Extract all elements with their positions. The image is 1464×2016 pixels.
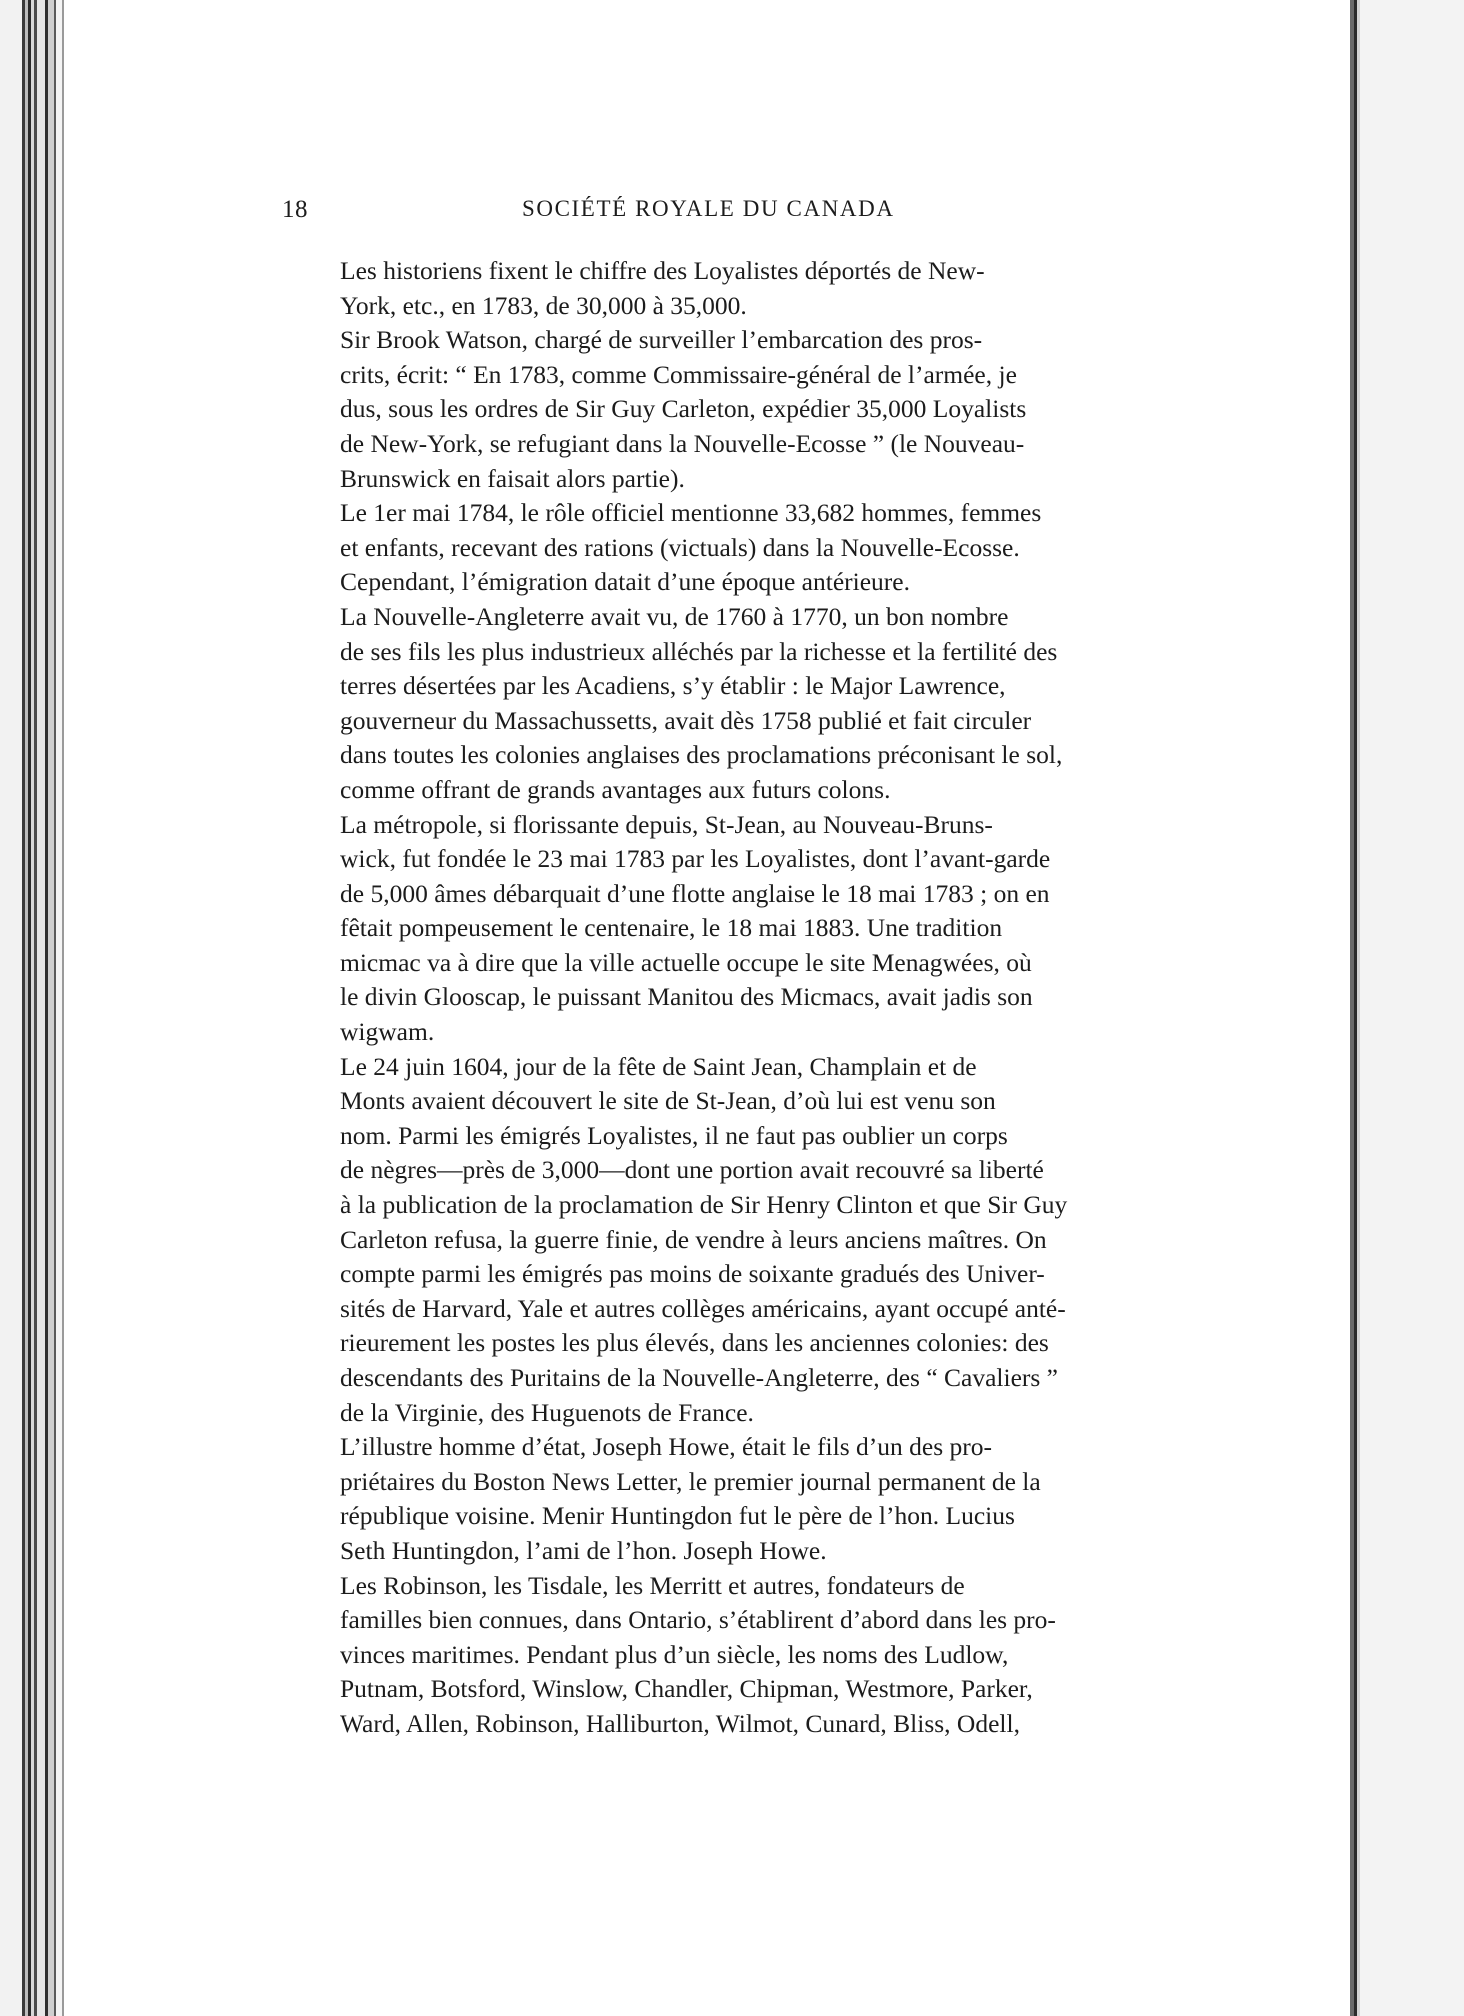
facing-page-edge xyxy=(1348,0,1464,2016)
text-line: dans toutes les colonies anglaises des proclamations préconisant le sol, xyxy=(340,740,1063,770)
text-line: comme offrant de grands avantages aux futurs colons. xyxy=(340,774,891,804)
paragraph xyxy=(282,323,1200,496)
text-line: Ward, Allen, Robinson, Halliburton, Wilmot, Cunard, Bliss, Odell, xyxy=(340,1708,1020,1738)
text-line: fêtait pompeusement le centenaire, le 18 mai 1883. Une tradition xyxy=(340,913,1003,943)
text-line: Les Robinson, les Tisdale, les Merritt et autres, fondateurs de xyxy=(340,1570,965,1600)
text-line: Brunswick en faisait alors partie). xyxy=(340,463,685,493)
text-line: familles bien connues, dans Ontario, s’établirent d’abord dans les pro- xyxy=(340,1605,1056,1635)
text-line: La Nouvelle-Angleterre avait vu, de 1760 à 1770, un bon nombre xyxy=(340,601,1009,631)
text-line: Monts avaient découvert le site de St-Jean, d’où lui est venu son xyxy=(340,1086,996,1116)
text-line: de New-York, se refugiant dans la Nouvelle-Ecosse ” (le Nouveau- xyxy=(340,428,1025,458)
text-line: de 5,000 âmes débarquait d’une flotte anglaise le 18 mai 1783 ; on en xyxy=(340,878,1050,908)
text-line: rieurement les postes les plus élevés, dans les anciennes colonies: des xyxy=(340,1328,1049,1358)
text-line: L’illustre homme d’état, Joseph Howe, était le fils d’un des pro- xyxy=(340,1432,992,1462)
text-line: terres désertées par les Acadiens, s’y établir : le Major Lawrence, xyxy=(340,671,1006,701)
header-title: SOCIÉTÉ ROYALE DU CANADA xyxy=(522,196,895,221)
text-line: le divin Glooscap, le puissant Manitou des Micmacs, avait jadis son xyxy=(340,982,1033,1012)
text-line: sités de Harvard, Yale et autres collèges américains, ayant occupé anté- xyxy=(340,1293,1066,1323)
text-line: république voisine. Menir Huntingdon fut le père de l’hon. Lucius xyxy=(340,1501,1015,1531)
book-binding-edge xyxy=(0,0,70,2016)
text-line: Seth Huntingdon, l’ami de l’hon. Joseph Howe. xyxy=(340,1535,827,1565)
paragraph xyxy=(282,1050,1200,1431)
text-line: wigwam. xyxy=(340,1017,435,1047)
text-line: micmac va à dire que la ville actuelle occupe le site Menagwées, où xyxy=(340,947,1032,977)
text-line: Sir Brook Watson, chargé de surveiller l’embarcation des pros- xyxy=(340,325,983,355)
paragraph xyxy=(282,254,1200,323)
text-line: Le 24 juin 1604, jour de la fête de Saint Jean, Champlain et de xyxy=(340,1051,977,1081)
paragraph xyxy=(282,600,1200,808)
paragraph xyxy=(282,496,1200,565)
text-line: Cependant, l’émigration datait d’une époque antérieure. xyxy=(340,567,910,597)
text-line: Le 1er mai 1784, le rôle officiel mentionne 33,682 hommes, femmes xyxy=(340,498,1042,528)
text-line: gouverneur du Massachussetts, avait dès 1758 publié et fait circuler xyxy=(340,705,1032,735)
text-line: Carleton refusa, la guerre finie, de vendre à leurs anciens maîtres. On xyxy=(340,1224,1047,1254)
text-line: descendants des Puritains de la Nouvelle-Angleterre, des “ Cavaliers ” xyxy=(340,1363,1058,1392)
paragraph xyxy=(282,565,1200,600)
text-line: de nègres—près de 3,000—dont une portion avait recouvré sa liberté xyxy=(340,1155,1044,1185)
paragraph xyxy=(282,1569,1200,1742)
text-line: Les historiens fixent le chiffre des Loyalistes déportés de New- xyxy=(340,256,985,285)
text-line: compte parmi les émigrés pas moins de soixante gradués des Univer- xyxy=(340,1259,1045,1289)
text-line: de la Virginie, des Huguenots de France. xyxy=(340,1397,754,1427)
text-line: La métropole, si florissante depuis, St-Jean, au Nouveau-Bruns- xyxy=(340,809,993,839)
text-line: wick, fut fondée le 23 mai 1783 par les Loyalistes, dont l’avant-garde xyxy=(340,844,1051,874)
body-text xyxy=(282,254,1200,1742)
paragraph xyxy=(282,1430,1200,1568)
text-line: à la publication de la proclamation de Sir Henry Clinton et que Sir Guy xyxy=(340,1190,1068,1220)
text-line: priétaires du Boston News Letter, le premier journal permanent de la xyxy=(340,1466,1041,1496)
running-head xyxy=(282,196,1202,236)
text-line: de ses fils les plus industrieux alléchés par la richesse et la fertilité des xyxy=(340,636,1058,666)
text-line: Putnam, Botsford, Winslow, Chandler, Chipman, Westmore, Parker, xyxy=(340,1674,1033,1704)
text-line: nom. Parmi les émigrés Loyalistes, il ne faut pas oublier un corps xyxy=(340,1120,1008,1150)
text-line: dus, sous les ordres de Sir Guy Carleton, expédier 35,000 Loyalists xyxy=(340,394,1027,424)
text-line: et enfants, recevant des rations (victuals) dans la Nouvelle-Ecosse. xyxy=(340,532,1020,562)
page-number: 18 xyxy=(282,196,308,223)
text-line: vinces maritimes. Pendant plus d’un siècle, les noms des Ludlow, xyxy=(340,1639,1009,1669)
text-line: York, etc., en 1783, de 30,000 à 35,000. xyxy=(340,290,747,320)
paragraph xyxy=(282,808,1200,1050)
text-line: crits, écrit: “ En 1783, comme Commissaire-général de l’armée, je xyxy=(340,359,1017,389)
